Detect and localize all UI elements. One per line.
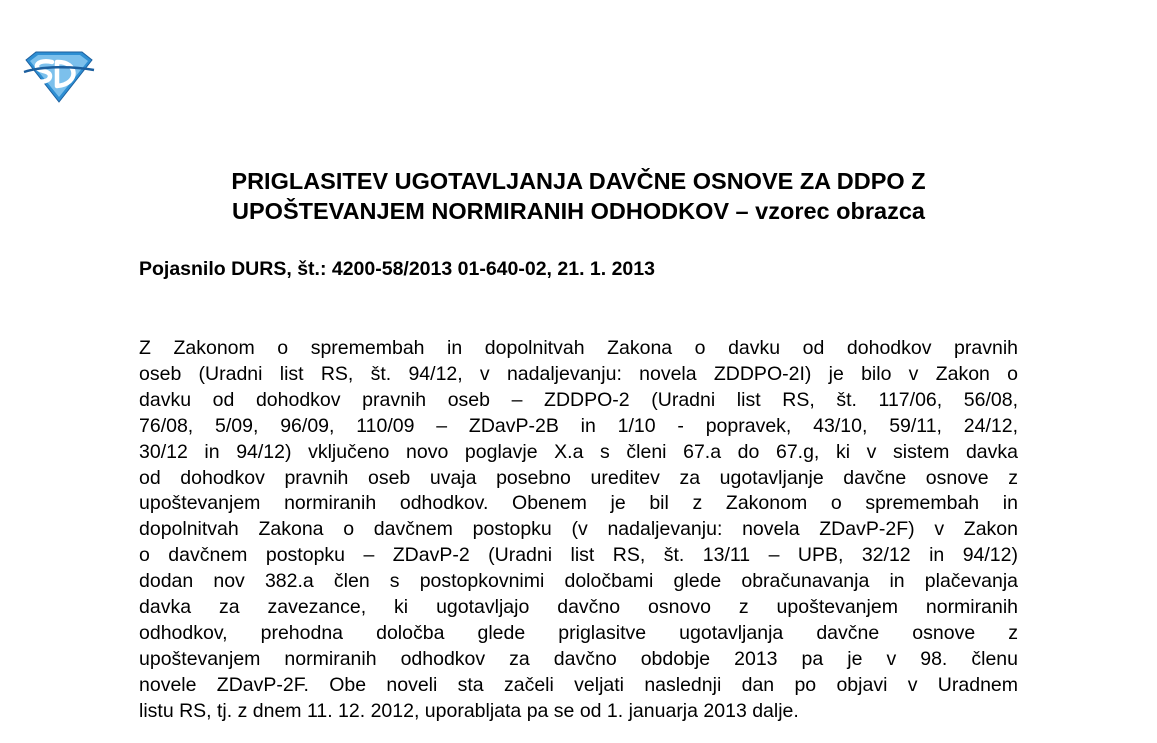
body-line: dopolnitvah Zakona o davčnem postopku (v nadaljevanju: novela ZDavP-2F) v Zakon [139, 518, 1018, 541]
body-line: davka za zavezance, ki ugotavljajo davčno osnovo z upoštevanjem normiranih [139, 596, 1018, 619]
body-line: 76/08, 5/09, 96/09, 110/09 – ZDavP-2B in 1/10 - popravek, 43/10, 59/11, 24/12, [139, 414, 1018, 437]
body-line: listu RS, tj. z dnem 11. 12. 2012, uporabljata pa se od 1. januarja 2013 dalje. [139, 699, 799, 722]
body-line: odhodkov, prehodna določba glede priglasitve ugotavljanja davčne osnove z [139, 621, 1018, 644]
document-title [100, 166, 1057, 226]
source-reference: Pojasnilo DURS, št.: 4200-58/2013 01-640-02, 21. 1. 2013 [139, 258, 655, 280]
body-line: od dohodkov pravnih oseb uvaja posebno ureditev za ugotavljanje davčne osnove z [139, 466, 1018, 489]
body-line: upoštevanjem normiranih odhodkov za davčno obdobje 2013 pa je v 98. členu [139, 647, 1018, 670]
body-line: davku od dohodkov pravnih oseb – ZDDPO-2 (Uradni list RS, št. 117/06, 56/08, [139, 388, 1018, 411]
body-line: dodan nov 382.a člen s postopkovnimi določbami glede obračunavanja in plačevanja [139, 570, 1018, 593]
body-line: novele ZDavP-2F. Obe noveli sta začeli veljati naslednji dan po objavi v Uradnem [139, 673, 1018, 696]
body-line: o davčnem postopku – ZDavP-2 (Uradni list RS, št. 13/11 – UPB, 32/12 in 94/12) [139, 544, 1018, 567]
body-line: Z Zakonom o spremembah in dopolnitvah Zakona o davku od dohodkov pravnih [139, 337, 1018, 359]
body-line: oseb (Uradni list RS, št. 94/12, v nadaljevanju: novela ZDDPO-2I) je bilo v Zakon o [139, 362, 1018, 385]
body-line: 30/12 in 94/12) vključeno novo poglavje X.a s členi 67.a do 67.g, ki v sistem davka [139, 440, 1018, 463]
body-paragraph [139, 336, 1018, 725]
title-line-2: UPOŠTEVANJEM NORMIRANIH ODHODKOV – vzorec obrazca [232, 198, 925, 224]
body-line: upoštevanjem normiranih odhodkov. Obenem je bil z Zakonom o spremembah in [139, 492, 1018, 515]
sd-logo-icon [22, 48, 96, 104]
title-line-1: PRIGLASITEV UGOTAVLJANJA DAVČNE OSNOVE ZA DDPO Z [231, 168, 926, 194]
